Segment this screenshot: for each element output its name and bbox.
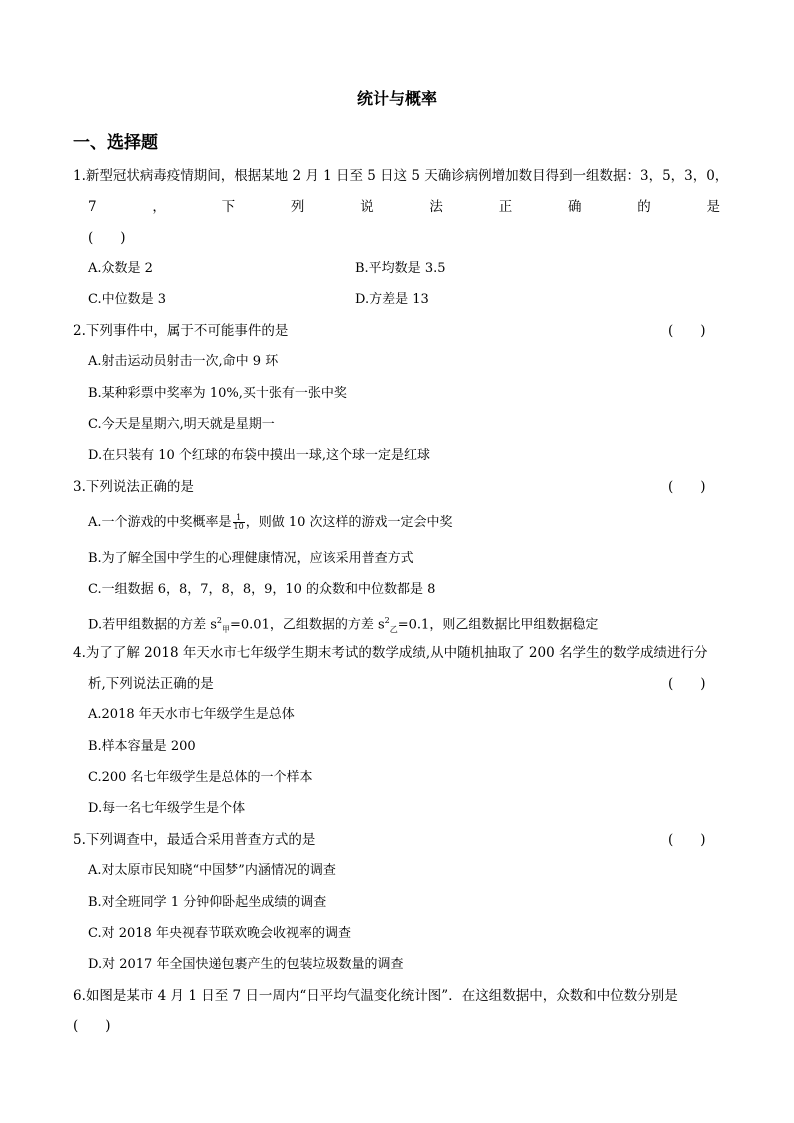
- q1-word: 7: [88, 199, 97, 215]
- q3-option-a-text: ，则做 10 次这样的游戏一定会中奖: [245, 515, 453, 530]
- q5-option-c: C.对 2018 年央视春节联欢晚会收视率的调查: [88, 926, 351, 941]
- q6-stem: 6.如图是某市 4 月 1 日至 7 日一周内“日平均气温变化统计图”．在这组数据中，众数和中位数分别是: [73, 988, 678, 1004]
- q6-answer-paren: ( ): [73, 1018, 111, 1034]
- q1-answer-paren: ( ): [88, 230, 126, 246]
- q1-word: ，: [152, 199, 166, 215]
- q5-stem: 5.下列调查中，最适合采用普查方式的是: [73, 832, 316, 848]
- fraction-numerator: 1: [233, 514, 245, 523]
- q3-option-a-text: A.一个游戏的中奖概率是: [88, 515, 232, 530]
- q1-word: 下: [221, 199, 236, 215]
- q2-answer-paren: ( ): [668, 323, 706, 339]
- q3-option-d: [88, 611, 598, 640]
- q3-option-d-text: D.若甲组数据的方差 s: [88, 617, 217, 633]
- q4-answer-paren: ( ): [668, 676, 706, 692]
- q1-word: 是: [706, 199, 720, 215]
- q4-option-b: B.样本容量是 200: [88, 739, 196, 754]
- q4-option-d: D.每一名七年级学生是个体: [88, 801, 246, 816]
- q1-word: 说: [360, 199, 374, 215]
- q1-word: 列: [290, 199, 305, 215]
- q2-stem: 2.下列事件中，属于不可能事件的是: [73, 323, 289, 339]
- q1-word: 的: [637, 199, 651, 215]
- superscript: 2: [216, 616, 222, 625]
- q3-option-c: C.一组数据 6，8，7，8，8，9，10 的众数和中位数都是 8: [88, 582, 436, 597]
- fraction-denominator: 10: [233, 522, 244, 531]
- q4-option-c: C.200 名七年级学生是总体的一个样本: [88, 770, 313, 785]
- q1-word: 确: [567, 199, 582, 215]
- fraction: [233, 514, 245, 531]
- q1-option-b: B.平均数是 3.5: [355, 261, 446, 276]
- q4-option-a: A.2018 年天水市七年级学生是总体: [88, 707, 295, 722]
- q5-option-a: A.对太原市民知晓“中国梦”内涵情况的调查: [88, 863, 336, 878]
- q1-word: 正: [498, 199, 513, 215]
- q1-option-d: D.方差是 13: [355, 292, 429, 307]
- q5-option-d: D.对 2017 年全国快递包裹产生的包装垃圾数量的调查: [88, 957, 404, 972]
- q4-stem-line1: 4.为了了解 2018 年天水市七年级学生期末考试的数学成绩,从中随机抽取了 200 名学生的数学成绩进行分: [73, 645, 708, 661]
- q3-answer-paren: ( ): [668, 479, 706, 495]
- q3-option-b: B.为了解全国中学生的心理健康情况，应该采用普查方式: [88, 551, 414, 566]
- q3-option-d-text: =0.01，乙组数据的方差 s: [230, 617, 385, 633]
- page-title: 统计与概率: [356, 89, 437, 108]
- q3-stem: 3.下列说法正确的是: [73, 479, 194, 495]
- q3-option-d-text: =0.1，则乙组数据比甲组数据稳定: [397, 617, 599, 633]
- q5-answer-paren: ( ): [668, 832, 706, 848]
- q4-stem-line2: 析,下列说法正确的是: [88, 676, 214, 692]
- subscript: 甲: [222, 624, 230, 634]
- superscript: 2: [384, 616, 390, 625]
- q2-option-d: D.在只装有 10 个红球的布袋中摸出一球,这个球一定是红球: [88, 448, 431, 463]
- q1-stem-line1: 1.新型冠状病毒疫情期间，根据某地 2 月 1 日至 5 日这 5 天确诊病例增加数目得到一组数据：3，5，3，0，: [73, 168, 729, 184]
- q1-option-a: A.众数是 2: [88, 261, 153, 276]
- q1-option-c: C.中位数是 3: [88, 292, 167, 307]
- subscript: 乙: [389, 624, 398, 634]
- q2-option-a: A.射击运动员射击一次,命中 9 环: [88, 354, 279, 369]
- q3-option-a: [88, 513, 453, 533]
- q1-stem-line2: [88, 197, 720, 217]
- q2-option-c: C.今天是星期六,明天就是星期一: [88, 417, 275, 432]
- q2-option-b: B.某种彩票中奖率为 10%,买十张有一张中奖: [88, 386, 347, 401]
- section-heading: 一、选择题: [73, 133, 158, 153]
- q1-word: 法: [429, 199, 443, 215]
- q5-option-b: B.对全班同学 1 分钟仰卧起坐成绩的调查: [88, 895, 327, 910]
